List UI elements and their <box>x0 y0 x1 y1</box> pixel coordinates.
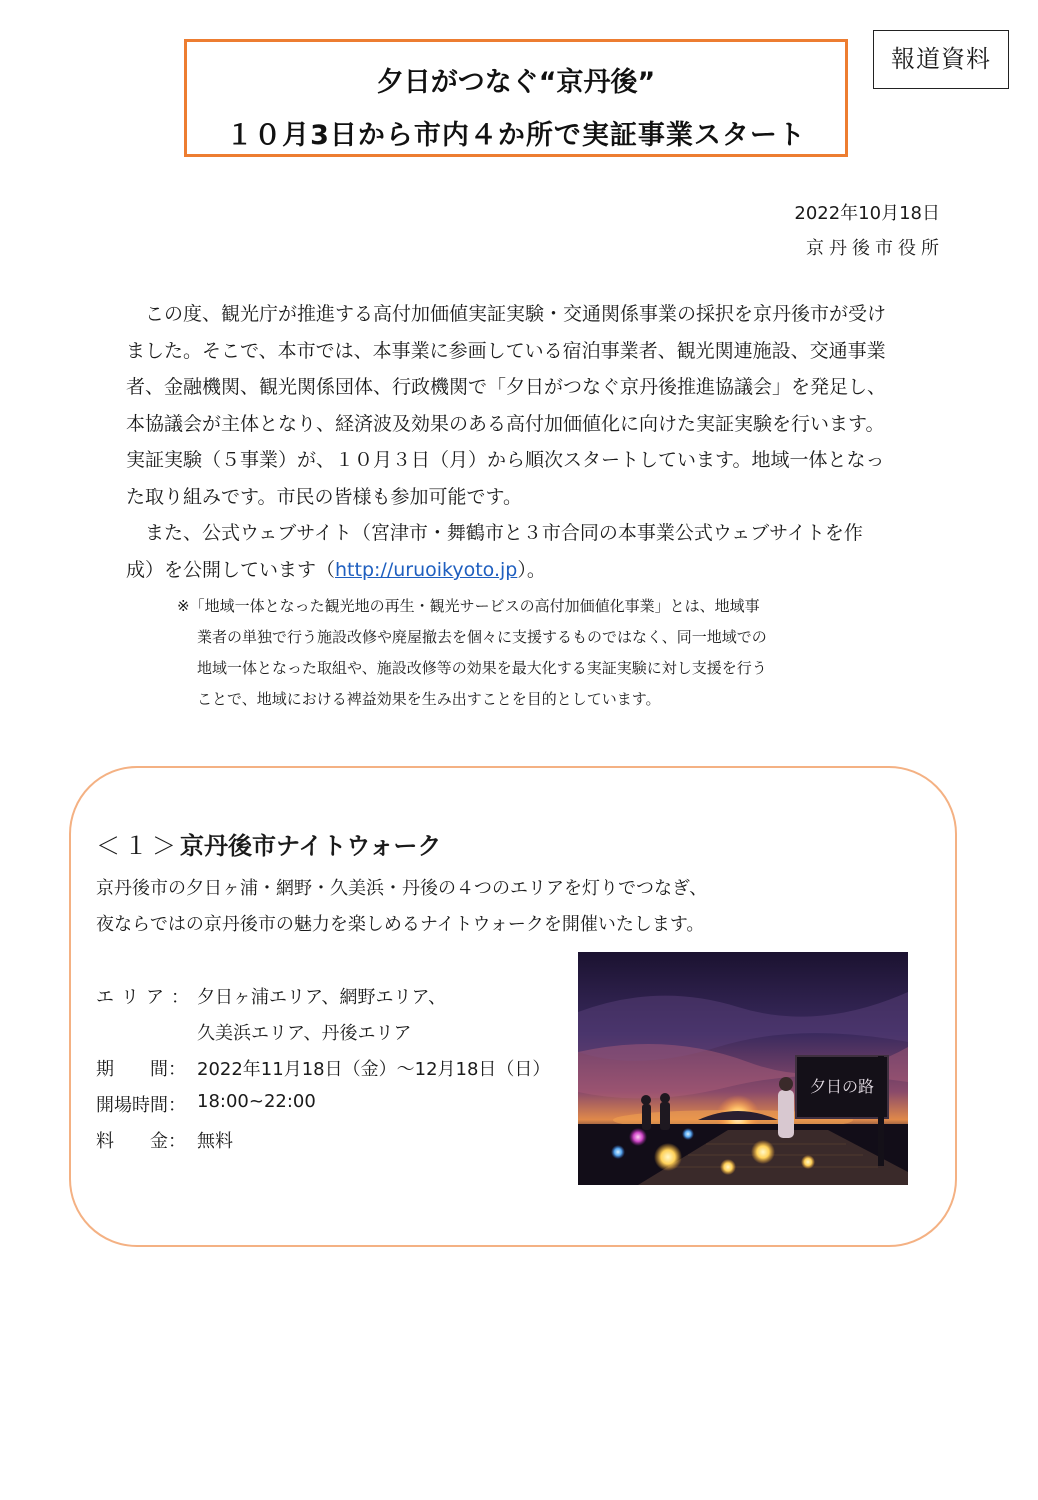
hours-label: 開場時間： <box>96 1095 186 1116</box>
body-line: た取り組みです。市民の皆様も参加可能です。 <box>126 486 522 508</box>
body-line-with-link <box>126 557 546 583</box>
event-description-line: 京丹後市の夕日ヶ浦・網野・久美浜・丹後の４つのエリアを灯りでつなぎ、 <box>96 878 708 899</box>
period-label: 期 間： <box>96 1059 186 1080</box>
event-number: ＜１＞ <box>96 832 180 860</box>
area-value: 夕日ヶ浦エリア、網野エリア、 <box>197 987 447 1008</box>
note-line: ことで、地域における裨益効果を生み出すことを目的としています。 <box>197 690 661 708</box>
note-line: ※「地域一体となった観光地の再生・観光サービスの高付加価値化事業」とは、地域事 <box>177 597 760 615</box>
note-line: 業者の単独で行う施設改修や廃屋撤去を個々に支援するものではなく、同一地域での <box>197 628 767 646</box>
body-line-suffix: ）。 <box>517 559 546 581</box>
note-line: 地域一体となった取組や、施設改修等の効果を最大化する実証実験に対し支援を行う <box>197 659 767 677</box>
event-heading <box>96 826 441 861</box>
title-box <box>184 39 848 157</box>
hours-value: 18:00~22:00 <box>197 1091 316 1112</box>
event-description-line: 夜ならではの京丹後市の魅力を楽しめるナイトウォークを開催いたします。 <box>96 914 705 935</box>
body-line: 実証実験（５事業）が、１０月３日（月）から順次スタートしています。地域一体となっ <box>126 449 885 471</box>
body-line-prefix: 成）を公開しています（ <box>126 559 336 581</box>
fee-value: 無料 <box>197 1131 233 1152</box>
body-line: 者、金融機関、観光関係団体、行政機関で「夕日がつなぐ京丹後推進協議会」を発足し、 <box>126 376 887 398</box>
area-label: エリア： <box>96 987 196 1008</box>
title-line-2: １０月3日から市内４か所で実証事業スタート <box>226 120 806 151</box>
title-line-1: 夕日がつなぐ“京丹後” <box>376 67 656 98</box>
release-date: 2022年10月18日 <box>794 203 940 224</box>
photo-sign-text: 夕日の路 <box>809 1077 875 1096</box>
official-website-link[interactable]: http://uruoikyoto.jp <box>335 559 518 581</box>
period-value: 2022年11月18日（金）～12月18日（日） <box>197 1059 551 1080</box>
fee-label: 料 金： <box>96 1131 186 1152</box>
body-line: また、公式ウェブサイト（宮津市・舞鶴市と３市合同の本事業公式ウェブサイトを作 <box>126 522 863 544</box>
area-value-continued: 久美浜エリア、丹後エリア <box>197 1023 412 1044</box>
night-walk-photo <box>578 952 908 1185</box>
body-line: この度、観光庁が推進する高付加価値実証実験・交通関係事業の採択を京丹後市が受け <box>126 303 887 325</box>
event-name: 京丹後市ナイトウォーク <box>180 832 442 860</box>
press-release-tag: 報道資料 <box>873 30 1009 89</box>
body-line: ました。そこで、本市では、本事業に参画している宿泊事業者、観光関連施設、交通事業 <box>126 340 886 362</box>
body-line: 本協議会が主体となり、経済波及効果のある高付加価値化に向けた実証実験を行います。 <box>126 413 885 435</box>
sunset-beach-illustration <box>578 952 908 1185</box>
organization-name: 京丹後市役所 <box>806 238 944 259</box>
